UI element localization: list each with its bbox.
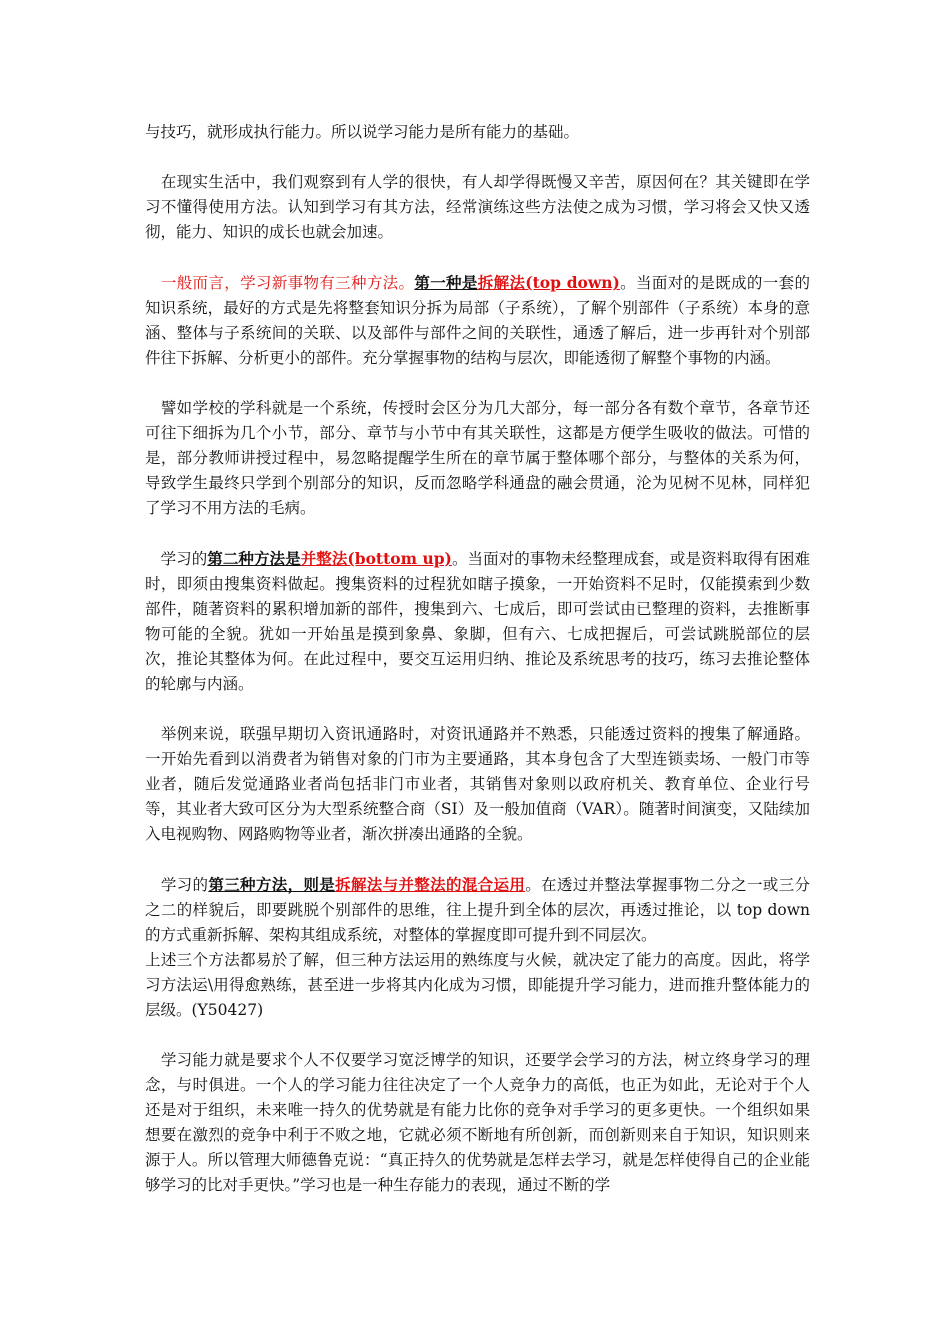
- paragraph-gap: [145, 1023, 810, 1048]
- paragraph-1: 与技巧，就形成执行能力。所以说学习能力是所有能力的基础。: [145, 123, 580, 141]
- paragraph-5: [145, 546, 810, 697]
- paragraph-4: 譬如学校的学科就是一个系统，传授时会区分为几大部分，每一部分各有数个章节，各章节还可往下细拆为几个小节，部分、章节与小节中有其关联性，这都是方便学生吸收的做法。可惜的是，部分教师讲授过程中，易忽略提醒学生所在的章节属于整体哪个部分，与整体的关系为何，导致学生最终只学到个别部分的知识，反而忽略学科通盘的融会贯通，沦为见树不见林，同样犯了学习不用方法的毛病。: [145, 399, 810, 517]
- three-methods-intro: 一般而言，学习新事物有三种方法。: [145, 274, 415, 292]
- second-method-name: 并整法(bottom up): [300, 549, 452, 568]
- second-method-label: 第二种方法是: [207, 549, 301, 568]
- third-method-name: 拆解法与并整法的混合运用: [335, 875, 526, 894]
- third-method-label: 第三种方法，则是: [208, 875, 336, 894]
- paragraph-7: [145, 872, 810, 948]
- paragraph-6: 举例来说，联强早期切入资讯通路时，对资讯通路并不熟悉，只能透过资料的搜集了解通路。一开始先看到以消费者为销售对象的门市为主要通路，其本身包含了大型连锁卖场、一般门市等业者，随后发觉通路业者尚包括非门市业者，其销售对象则以政府机关、教育单位、企业行号等，其业者大致可区分为大型系统整合商（SI）及一般加值商（VAR）。随著时间演变，又陆续加入电视购物、网路购物等业者，渐次拼凑出通路的全貌。: [145, 725, 810, 843]
- paragraph-3: [145, 270, 810, 371]
- first-method-name: 拆解法(top down): [477, 273, 620, 292]
- first-method-label: 第一种是: [414, 273, 478, 292]
- paragraph-gap: [145, 697, 810, 722]
- first-method-text: 。当面对的是既成的一套的知识系统，最好的方式是先将整套知识分拆为局部（子系统），了解个别部件（子系统）本身的意涵、整体与子系统间的关联、以及部件与部件之间的关联性，通透了解后，进一步再针对个别部件往下拆解、分析更小的部件。充分掌握事物的结构与层次，即能透彻了解整个事物的内涵。: [145, 274, 810, 367]
- third-method-text: 。在透过并整法掌握事物二分之一或三分之二的样貌后，即要跳脱个别部件的思维，往上提升到全体的层次，再透过推论，以 top down 的方式重新拆解、架构其组成系统，对整体的掌握度即可提升到不同层次。: [145, 876, 810, 944]
- paragraph-9: 学习能力就是要求个人不仅要学习宽泛博学的知识，还要学会学习的方法，树立终身学习的理念，与时俱进。一个人的学习能力往往决定了一个人竞争力的高低，也正为如此，无论对于个人还是对于组织，未来唯一持久的优势就是有能力比你的竞争对手学习的更多更快。一个组织如果想要在激烈的竞争中利于不败之地，它就必须不断地有所创新，而创新则来自于知识，知识则来源于人。所以管理大师德鲁克说：“真正持久的优势就是怎样去学习，就是怎样使得自己的企业能够学习的比对手更快。”学习也是一种生存能力的表现，通过不断的学: [145, 1051, 810, 1194]
- paragraph-gap: [145, 371, 810, 396]
- paragraph-gap: [145, 847, 810, 872]
- paragraph-gap: [145, 145, 810, 170]
- paragraph-8: 上述三个方法都易於了解，但三种方法运用的熟练度与火候，就决定了能力的高度。因此，将学习方法运\用得愈熟练，甚至进一步将其内化成为习惯，即能提升学习能力，进而推升整体能力的层级。(Y50427): [145, 951, 810, 1019]
- paragraph-2: 在现实生活中，我们观察到有人学的很快，有人却学得既慢又辛苦，原因何在？其关键即在学习不懂得使用方法。认知到学习有其方法，经常演练这些方法使之成为习惯，学习将会又快又透彻，能力、知识的成长也就会加速。: [145, 173, 810, 241]
- paragraph-gap: [145, 521, 810, 546]
- second-method-text: 。当面对的事物未经整理成套，或是资料取得有困难时，即须由搜集资料做起。搜集资料的过程犹如瞎子摸象，一开始资料不足时，仅能摸索到少数部件，随著资料的累积增加新的部件，搜集到六、七成后，即可尝试由已整理的资料，去推断事物可能的全貌。犹如一开始虽是摸到象鼻、象脚，但有六、七成把握后，可尝试跳脱部位的层次，推论其整体为何。在此过程中，要交互运用归纳、推论及系统思考的技巧，练习去推论整体的轮廓与内涵。: [145, 550, 810, 693]
- paragraph-gap: [145, 245, 810, 270]
- second-method-lead: 学习的: [145, 550, 208, 568]
- document-body: [145, 120, 810, 1198]
- third-method-lead: 学习的: [145, 876, 209, 894]
